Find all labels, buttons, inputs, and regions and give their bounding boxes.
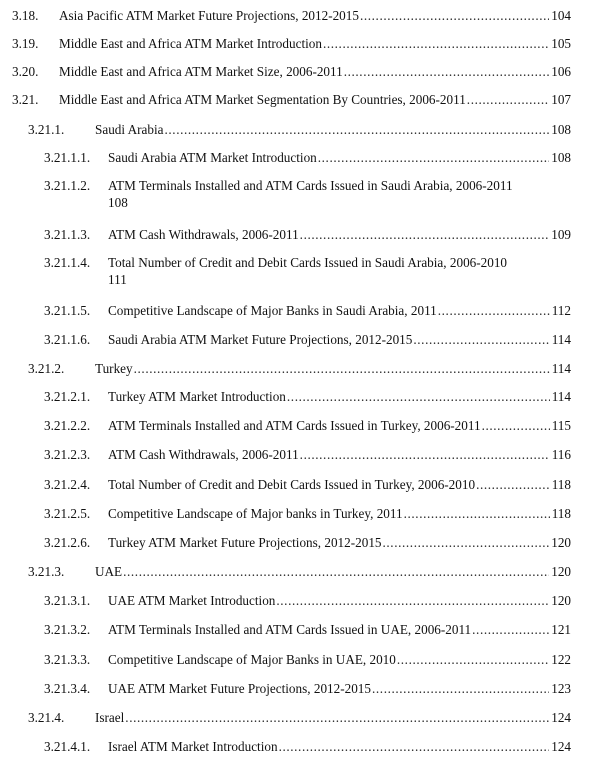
toc-entry-line: [59, 7, 571, 24]
toc-entry-number: 3.21.3.: [28, 564, 65, 579]
toc-entry-title: ATM Terminals Installed and ATM Cards Issued in UAE, 2006-2011: [108, 622, 472, 637]
toc-entry-page: 121: [551, 622, 571, 637]
toc-entry-line: [108, 738, 571, 755]
toc-entry-title: Middle East and Africa ATM Market Segmentation By Countries, 2006-2011: [59, 92, 466, 107]
toc-entry-line: [95, 709, 571, 726]
toc-entry-page: 108: [551, 122, 571, 137]
toc-entry-line: [108, 417, 571, 434]
toc-entry-title: Saudi Arabia: [95, 122, 164, 137]
toc-entry-line: [95, 563, 571, 580]
dot-leader: [134, 360, 550, 377]
toc-entry-number: 3.21.2.: [28, 361, 65, 376]
toc-entry-number: 3.21.1.6.: [44, 332, 91, 347]
dot-leader: [438, 302, 550, 319]
toc-entry-title: Middle East and Africa ATM Market Size, 2006-2011: [59, 64, 343, 79]
toc-entry-page: 105: [551, 36, 571, 51]
dot-leader: [318, 149, 549, 166]
toc-entry-number: 3.21.2.6.: [44, 535, 91, 550]
toc-entry-title: Competitive Landscape of Major banks in Turkey, 2011: [108, 506, 403, 521]
toc-entry-line: [108, 177, 571, 211]
toc-entry-line: [108, 621, 571, 638]
toc-entry-body: [108, 302, 571, 319]
toc-entry-number: 3.21.2.4.: [44, 477, 91, 492]
toc-entry-line: [108, 226, 571, 243]
toc-entry-title: Asia Pacific ATM Market Future Projections, 2012-2015: [59, 8, 359, 23]
toc-entry-body: [108, 417, 571, 434]
dot-leader: [276, 592, 549, 609]
dot-leader: [467, 91, 549, 108]
toc-entry-line: [108, 476, 571, 493]
toc-entry-title: UAE ATM Market Future Projections, 2012-2015: [108, 681, 371, 696]
toc-entry-page: 123: [551, 681, 571, 696]
toc-entry-page: 114: [551, 332, 571, 347]
toc-entry-number: 3.20.: [12, 64, 39, 79]
toc-entry-number: 3.21.1.2.: [44, 178, 91, 193]
toc-entry-title: ATM Terminals Installed and ATM Cards Issued in Turkey, 2006-2011: [108, 418, 481, 433]
dot-leader: [472, 621, 549, 638]
toc-entry-number: 3.18.: [12, 8, 39, 23]
toc-entry-number: 3.21.2.5.: [44, 506, 91, 521]
dot-leader: [279, 738, 550, 755]
toc-entry-line: [108, 331, 571, 348]
toc-entry-number: 3.21.: [12, 92, 39, 107]
toc-entry-title: Turkey: [95, 361, 133, 376]
toc-entry-page: 114: [551, 389, 571, 404]
toc-entry-number: 3.21.2.1.: [44, 389, 91, 404]
toc-entry-body: [95, 360, 571, 377]
toc-entry-page: 122: [551, 652, 571, 667]
toc-entry-line: [108, 534, 571, 551]
toc-entry-number: 3.21.3.1.: [44, 593, 91, 608]
dot-leader: [383, 534, 550, 551]
toc-entry-body: [108, 505, 571, 522]
dot-leader: [360, 7, 549, 24]
toc-entry-page: 109: [551, 227, 571, 242]
toc-entry-line: [108, 149, 571, 166]
toc-entry-title: Turkey ATM Market Introduction: [108, 389, 286, 404]
toc-entry-line: [108, 446, 571, 463]
toc-entry-title: ATM Cash Withdrawals, 2006-2011: [108, 447, 299, 462]
toc-entry-title: ATM Cash Withdrawals, 2006-2011: [108, 227, 299, 242]
toc-entry-number: 3.21.4.: [28, 710, 65, 725]
toc-entry-body: [108, 446, 571, 463]
dot-leader: [397, 651, 549, 668]
toc-entry-page: 124: [551, 710, 571, 725]
toc-entry-number: 3.21.1.1.: [44, 150, 91, 165]
toc-entry-page: 107: [551, 92, 571, 107]
toc-entry-title: Turkey ATM Market Future Projections, 2012-2015: [108, 535, 382, 550]
toc-entry-page: 115: [551, 418, 571, 433]
toc-entry-body: [59, 91, 571, 108]
toc-entry-line: [108, 651, 571, 668]
toc-entry-body: [108, 226, 571, 243]
toc-entry-line: [108, 680, 571, 697]
toc-entry-line: [59, 63, 571, 80]
toc-entry-body: [108, 592, 571, 609]
toc-entry-number: 3.21.1.5.: [44, 303, 91, 318]
toc-entry-page: 116: [551, 447, 571, 462]
toc-entry-title: Israel ATM Market Introduction: [108, 739, 278, 754]
toc-entry-body: [95, 563, 571, 580]
toc-entry-page: 108: [108, 195, 128, 210]
toc-entry-body: [59, 35, 571, 52]
toc-entry-line: [95, 360, 571, 377]
dot-leader: [482, 417, 550, 434]
toc-entry-number: 3.21.3.2.: [44, 622, 91, 637]
toc-entry-title: Total Number of Credit and Debit Cards Issued in Saudi Arabia, 2006-2010: [108, 255, 508, 270]
dot-leader: [372, 680, 549, 697]
toc-entry-body: [108, 388, 571, 405]
dot-leader: [300, 446, 550, 463]
toc-entry-number: 3.21.3.4.: [44, 681, 91, 696]
toc-entry-number: 3.21.1.4.: [44, 255, 91, 270]
toc-entry-title: Competitive Landscape of Major Banks in Saudi Arabia, 2011: [108, 303, 437, 318]
toc-entry-number: 3.21.1.3.: [44, 227, 91, 242]
toc-entry-title: Saudi Arabia ATM Market Introduction: [108, 150, 317, 165]
toc-entry-body: [108, 149, 571, 166]
toc-entry-title: Saudi Arabia ATM Market Future Projections, 2012-2015: [108, 332, 413, 347]
toc-entry-number: 3.21.4.1.: [44, 739, 91, 754]
toc-entry-page: 118: [551, 506, 571, 521]
toc-entry-line: [108, 505, 571, 522]
toc-entry-number: 3.21.2.3.: [44, 447, 91, 462]
toc-entry-line: [59, 91, 571, 108]
toc-entry-title: UAE: [95, 564, 123, 579]
toc-entry-title: ATM Terminals Installed and ATM Cards Issued in Saudi Arabia, 2006-2011: [108, 178, 513, 193]
toc-entry-page: 108: [551, 150, 571, 165]
toc-entry-number: 3.21.2.2.: [44, 418, 91, 433]
toc-entry-page: 120: [551, 593, 571, 608]
dot-leader: [476, 476, 550, 493]
toc-entry-page: 111: [108, 272, 127, 287]
toc-entry-page: 106: [551, 64, 571, 79]
dot-leader: [287, 388, 550, 405]
toc-entry-body: [95, 709, 571, 726]
toc-entry-line: [108, 592, 571, 609]
toc-entry-page: 104: [551, 8, 571, 23]
toc-entry-body: [108, 331, 571, 348]
toc-entry-body: [95, 121, 571, 138]
toc-entry-title: Competitive Landscape of Major Banks in UAE, 2010: [108, 652, 396, 667]
dot-leader: [123, 563, 549, 580]
toc-entry-title: Total Number of Credit and Debit Cards Issued in Turkey, 2006-2010: [108, 477, 476, 492]
toc-entry-line: [95, 121, 571, 138]
toc-entry-number: 3.21.3.3.: [44, 652, 91, 667]
toc-entry-body: [108, 680, 571, 697]
dot-leader: [413, 331, 549, 348]
toc-entry-line: [59, 35, 571, 52]
toc-entry-page: 120: [551, 564, 571, 579]
toc-entry-title: Middle East and Africa ATM Market Introduction: [59, 36, 322, 51]
toc-entry-line: [108, 302, 571, 319]
toc-entry-page: 112: [551, 303, 571, 318]
toc-entry-page: 114: [551, 361, 571, 376]
dot-leader: [404, 505, 550, 522]
toc-entry-body: [108, 738, 571, 755]
toc-entry-body: [108, 534, 571, 551]
toc-entry-title: Israel: [95, 710, 125, 725]
toc-entry-page: 118: [551, 477, 571, 492]
dot-leader: [165, 121, 550, 138]
dot-leader: [344, 63, 550, 80]
toc-entry-body: [108, 476, 571, 493]
toc-entry-body: [59, 63, 571, 80]
dot-leader: [125, 709, 549, 726]
toc-entry-body: [108, 621, 571, 638]
toc-entry-number: 3.19.: [12, 36, 39, 51]
toc-entry-title: UAE ATM Market Introduction: [108, 593, 276, 608]
toc-entry-line: [108, 388, 571, 405]
dot-leader: [323, 35, 549, 52]
toc-entry-body: [108, 177, 571, 211]
toc-entry-page: 124: [551, 739, 571, 754]
toc-entry-line: [108, 254, 571, 288]
toc-entry-body: [108, 651, 571, 668]
toc-entry-page: 120: [551, 535, 571, 550]
dot-leader: [300, 226, 550, 243]
toc-entry-body: [59, 7, 571, 24]
toc-entry-number: 3.21.1.: [28, 122, 65, 137]
toc-entry-body: [108, 254, 571, 288]
